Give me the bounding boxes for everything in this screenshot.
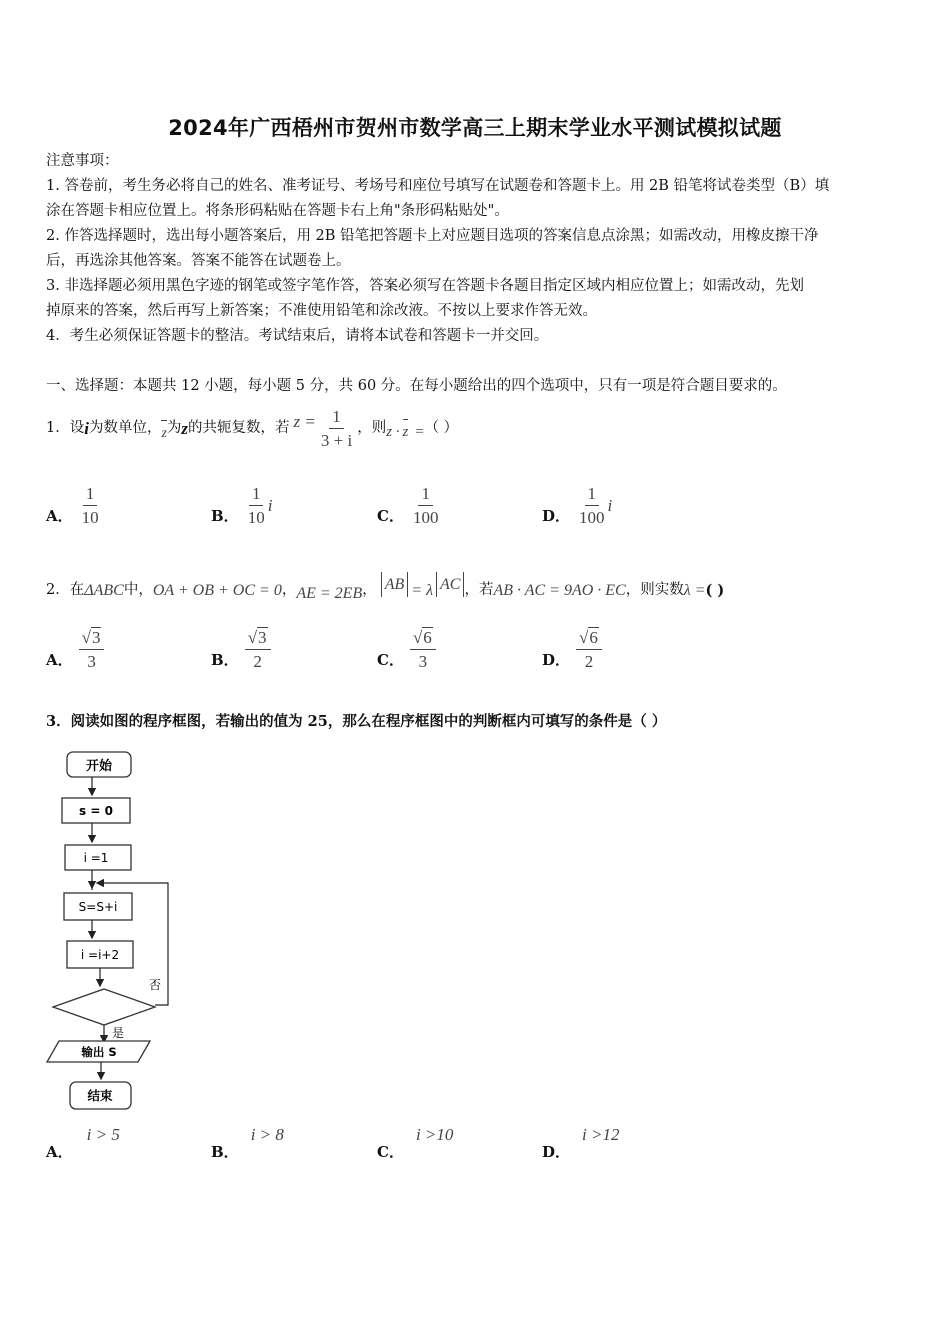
program-flowchart <box>40 745 190 1115</box>
option-label: C． <box>377 507 404 525</box>
sqrt-radicand: 3 <box>258 628 267 647</box>
q3-option-d[interactable] <box>542 1125 619 1162</box>
q3-option-c[interactable] <box>377 1125 453 1162</box>
option-value: i >10 <box>415 1125 454 1144</box>
q1-prod-zbar: z <box>403 419 409 445</box>
q1-prod-eq: = <box>414 423 425 440</box>
option-label: D． <box>542 507 571 525</box>
notice-line-5: 3. 非选择题必须用黑色字迹的钢笔或签字笔作答，答案必须写在答题卡各题目指定区域内相应位置上；如需改动，先划 <box>46 278 804 294</box>
q2-triangle: ΔABC <box>84 581 124 599</box>
q1-option-b[interactable] <box>211 484 272 527</box>
sqrt-radicand: 3 <box>91 628 101 647</box>
flow-start-label: 开始 <box>85 759 113 774</box>
frac-den: 100 <box>579 508 605 527</box>
section-heading: 一、选择题：本题共 12 小题，每小题 5 分，共 60 分。在每小题给出的四个选项中，只有一项是符合题目要求的。 <box>46 378 787 394</box>
q1-option-d[interactable] <box>542 484 612 527</box>
q2-prefix: 2．在 <box>46 581 85 598</box>
option-label: A． <box>46 651 73 669</box>
option-fraction: $\frac{√3}{3}$ <box>79 628 105 671</box>
flow-decision-box <box>53 989 155 1025</box>
q2-option-d[interactable] <box>542 628 602 671</box>
frac-num: 1 <box>249 484 264 506</box>
q3-option-b[interactable] <box>211 1125 284 1162</box>
q2-paren: ( ) <box>705 581 725 599</box>
frac-den: 3 <box>87 652 96 671</box>
notice-line-1: 1. 答卷前，考生务必将自己的姓名、准考证号、考场号和座位号填写在试题卷和答题卡上。用 2B 铅笔将试卷类型（B）填 <box>46 178 830 194</box>
option-label: B． <box>211 651 239 669</box>
option-value: i > 5 <box>86 1125 120 1144</box>
q1-fraction <box>318 407 355 450</box>
q1-prefix: 1．设 <box>46 419 85 436</box>
q2-eq-4: AB · AC = 9AO · EC <box>493 581 626 599</box>
q2-eq-2: AE = 2EB <box>296 584 363 602</box>
frac-den: 2 <box>253 652 262 671</box>
sqrt-radicand: 6 <box>589 628 598 647</box>
option-label: B． <box>211 1143 239 1161</box>
option-suffix: i <box>267 495 273 515</box>
q2-lambda: λ = <box>683 581 706 599</box>
option-label: B． <box>211 507 239 525</box>
q1-text-3: 的共轭复数，若 <box>188 419 290 436</box>
frac-num: 1 <box>585 484 600 506</box>
q1-paren: （ ） <box>424 419 459 436</box>
option-label: D． <box>542 1143 571 1161</box>
q1-frac-den: 3 + i <box>320 430 353 450</box>
q2-text-3: ，则实数 <box>625 581 684 598</box>
q3-option-a[interactable] <box>46 1125 120 1162</box>
question-1 <box>46 398 458 458</box>
notice-line-6: 掉原来的答案，然后再写上新答案；不准使用铅笔和涂改液。不按以上要求作答无效。 <box>46 303 597 319</box>
notice-heading: 注意事项： <box>46 153 119 169</box>
option-fraction <box>576 484 608 527</box>
q1-option-c[interactable] <box>377 484 441 527</box>
q1-text-1: 为数单位， <box>88 419 162 436</box>
frac-num: 1 <box>83 484 98 506</box>
question-2 <box>46 568 724 612</box>
flow-yes-label: 是 <box>112 1026 125 1040</box>
page-title: 2024年广西梧州市贺州市数学高三上期末学业水平测试模拟试题 <box>168 116 782 140</box>
option-label: C． <box>377 1143 404 1161</box>
notice-line-7: 4．考生必须保证答题卡的整洁。考试结束后，请将本试卷和答题卡一并交回。 <box>46 328 549 344</box>
q2-comma-1: ， <box>281 581 297 598</box>
frac-den: 2 <box>584 652 594 671</box>
option-label: A． <box>46 1143 73 1161</box>
option-fraction <box>245 484 268 527</box>
frac-den: 10 <box>81 508 99 527</box>
notice-line-3: 2. 作答选择题时，选出每小题答案后，用 2B 铅笔把答题卡上对应题目选项的答案信息点涂黑；如需改动，用橡皮擦干净 <box>46 228 819 244</box>
q2-text-1: 中， <box>123 581 153 598</box>
q2-abs-ac: AC <box>436 572 464 597</box>
q2-option-b[interactable] <box>211 628 271 671</box>
q1-frac-num: 1 <box>329 407 344 429</box>
q2-option-a[interactable] <box>46 628 104 671</box>
option-label: D． <box>542 651 571 669</box>
q1-prod-z: z · <box>386 423 400 440</box>
flow-output-label: 输出 S <box>81 1045 117 1059</box>
notice-line-4: 后，再选涂其他答案。答案不能答在试题卷上。 <box>46 253 351 269</box>
question-3: 3．阅读如图的程序框图，若输出的值为 25，那么在程序框图中的判断框内可填写的条件是（ ） <box>46 713 667 730</box>
frac-den: 100 <box>412 508 439 527</box>
option-label: C． <box>377 651 404 669</box>
option-label: A． <box>46 507 73 525</box>
q1-z-eq: z = <box>293 411 316 431</box>
flow-no-label: 否 <box>149 978 162 992</box>
option-fraction: $\frac{√6}{2}$ <box>576 628 602 671</box>
option-fraction <box>79 484 102 527</box>
q2-eq-1: OA + OB + OC = 0 <box>152 581 282 599</box>
q1-z-var: z <box>181 418 189 438</box>
sqrt-radicand: 6 <box>423 628 432 647</box>
q2-option-c[interactable] <box>377 628 436 671</box>
q1-option-a[interactable] <box>46 484 102 527</box>
option-value: i >12 <box>582 1125 620 1144</box>
q2-eq-lambda: = λ <box>411 581 433 599</box>
frac-num: 1 <box>418 484 433 506</box>
option-fraction: $\frac{√6}{3}$ <box>410 628 436 671</box>
flow-inc-label: i =i+2 <box>80 948 120 962</box>
notice-line-2: 涂在答题卡相应位置上。将条形码粘贴在答题卡右上角"条形码粘贴处"。 <box>46 203 509 219</box>
q1-text-2: 为 <box>166 419 182 436</box>
q2-text-2: ，若 <box>464 581 494 598</box>
q2-abs-ab: AB <box>381 572 409 597</box>
frac-den: 3 <box>418 652 428 671</box>
q1-zbar: z <box>161 420 166 446</box>
flow-i1-label: i =1 <box>83 851 109 865</box>
q1-text-4: ，则 <box>357 419 387 436</box>
option-fraction <box>410 484 442 527</box>
flow-s0-label: s = 0 <box>79 804 113 818</box>
option-fraction: $\frac{√3}{2}$ <box>245 628 271 671</box>
q1-i-var: i <box>84 418 89 438</box>
flow-sum-label: S=S+i <box>78 900 118 914</box>
option-suffix: i <box>607 495 613 515</box>
option-value: i > 8 <box>250 1125 284 1144</box>
flow-end-label: 结束 <box>87 1088 113 1103</box>
frac-den: 10 <box>247 508 265 527</box>
q2-comma-2: ， <box>362 581 377 598</box>
